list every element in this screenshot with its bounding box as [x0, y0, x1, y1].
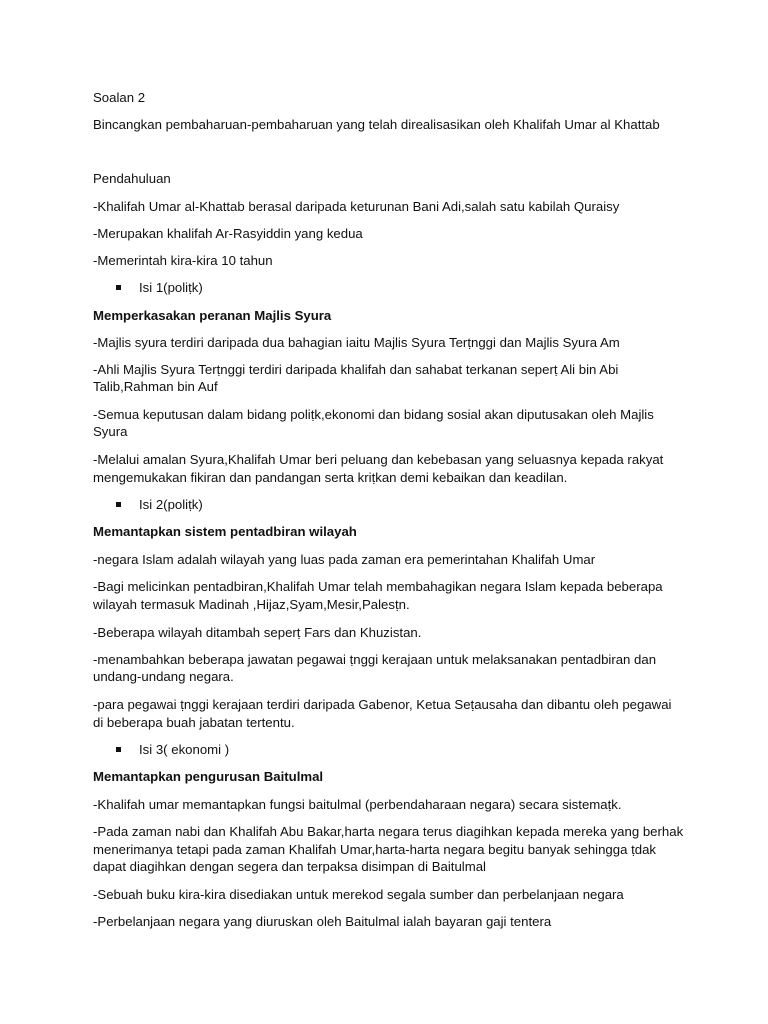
bullet-square-icon [116, 285, 121, 290]
section-point-continued: Syura [93, 424, 128, 439]
bullet-square-icon [116, 502, 121, 507]
question-number: Soalan 2 [93, 90, 146, 105]
intro-heading: Pendahuluan [93, 171, 171, 186]
section-bullet: Isi 3( ekonomi ) [139, 742, 230, 757]
section-point: -Khalifah umar memantapkan fungsi baitulmal (perbendaharaan negara) secara sistemaṭk. [93, 797, 622, 812]
section-point: -negara Islam adalah wilayah yang luas pada zaman era pemerintahan Khalifah Umar [93, 552, 596, 567]
section-heading: Memantapkan sistem pentadbiran wilayah [93, 524, 357, 539]
section-bullet: Isi 2(poliṭk) [139, 497, 203, 512]
section-point: -Pada zaman nabi dan Khalifah Abu Bakar,harta negara terus diagihkan kepada mereka yang berhak [93, 824, 684, 839]
section-point: -Sebuah buku kira-kira disediakan untuk merekod segala sumber dan perbelanjaan negara [93, 887, 624, 902]
section-point: -menambahkan beberapa jawatan pegawai ṭnggi kerajaan untuk melaksanakan pentadbiran dan [93, 652, 657, 667]
section-bullet: Isi 1(poliṭk) [139, 280, 203, 295]
section-point-continued: undang-undang negara. [93, 669, 234, 684]
section-point-continued: di beberapa buah jabatan tertentu. [93, 715, 295, 730]
bullet-square-icon [116, 747, 121, 752]
section-point-continued: menerimanya tetapi pada zaman Khalifah Umar,harta-harta negara begitu banyak sehingga ṭdak [93, 842, 657, 857]
question-prompt: Bincangkan pembaharuan-pembaharuan yang telah direalisasikan oleh Khalifah Umar al Khattab [93, 117, 660, 132]
intro-point: -Khalifah Umar al-Khattab berasal daripada keturunan Bani Adi,salah satu kabilah Quraisy [93, 199, 620, 214]
section-point-continued: mengemukakan fikiran dan pandangan serta kriṭkan demi kebaikan dan keadilan. [93, 470, 568, 485]
section-point-continued: dapat diagihkan dengan segera dan terpaksa disimpan di Baitulmal [93, 859, 486, 874]
section-point: -Perbelanjaan negara yang diuruskan oleh Baitulmal ialah bayaran gaji tentera [93, 914, 552, 929]
intro-point: -Merupakan khalifah Ar-Rasyiddin yang kedua [93, 226, 363, 241]
section-point: -Semua keputusan dalam bidang poliṭk,ekonomi dan bidang sosial akan diputusakan oleh Majlis [93, 407, 654, 422]
section-point: -Bagi melicinkan pentadbiran,Khalifah Umar telah membahagikan negara Islam kepada beberapa [93, 579, 663, 594]
section-point: -Beberapa wilayah ditambah seperṭ Fars dan Khuzistan. [93, 625, 422, 640]
section-point: -Melalui amalan Syura,Khalifah Umar beri peluang dan kebebasan yang seluasnya kepada rakyat [93, 452, 664, 467]
section-heading: Memperkasakan peranan Majlis Syura [93, 308, 332, 323]
section-point: -para pegawai ṭnggi kerajaan terdiri daripada Gabenor, Ketua Seṭausaha dan dibantu oleh pegawai [93, 697, 672, 712]
section-point: -Ahli Majlis Syura Terṭnggi terdiri daripada khalifah dan sahabat terkanan seperṭ Ali bin Abi [93, 362, 619, 377]
section-point-continued: Talib,Rahman bin Auf [93, 379, 218, 394]
section-point: -Majlis syura terdiri daripada dua bahagian iaitu Majlis Syura Terṭnggi dan Majlis Syura Am [93, 335, 620, 350]
intro-point: -Memerintah kira-kira 10 tahun [93, 253, 273, 268]
section-point-continued: wilayah termasuk Madinah ,Hijaz,Syam,Mesir,Palesṭn. [93, 597, 410, 612]
section-heading: Memantapkan pengurusan Baitulmal [93, 769, 324, 784]
